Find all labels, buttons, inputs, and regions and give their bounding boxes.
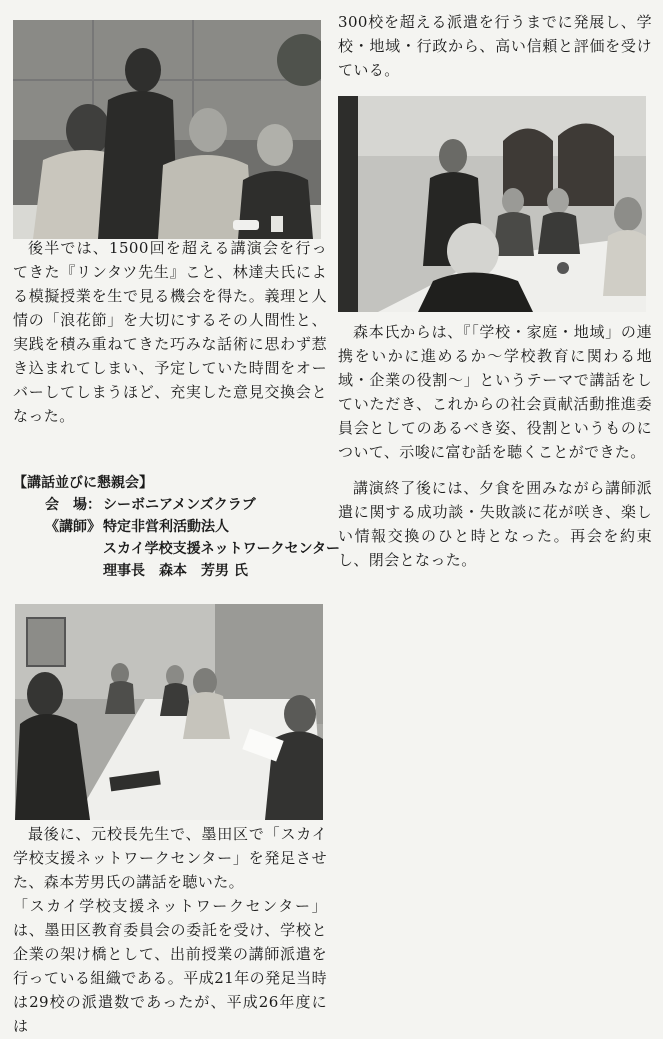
lecturer-center: スカイ学校支援ネットワークセンター <box>103 541 341 557</box>
paragraph-finally: 最後に、元校長先生で、墨田区で「スカイ学校支援ネットワークセンター」を発足させた、森本芳男氏の講話を聴いた。 <box>13 825 327 891</box>
photo-lecture-speaker <box>338 96 646 312</box>
lecturer-label: 《講師》 <box>45 519 101 535</box>
photo-meeting-table <box>15 604 323 820</box>
paragraph-continued: 300校を超える派遣を行うまでに発展し、学校・地域・行政から、高い信頼と評価を受けている。 <box>338 13 652 79</box>
event-info-block <box>13 472 341 582</box>
paragraph-latter-half: 後半では、1500回を超える講演会を行ってきた『リンタツ先生』こと、林達夫氏による模擬授業を生で見る機会を得た。義理と人情の「浪花節」を大切にするその人間性と、実践を積み重ねてきた巧みな話術に思わず惹き込まれてしまい、予定していた時間をオーバーしてしまうほど、充実した意見交換会となった。 <box>13 239 327 425</box>
lecturer-org: 特定非営利活動法人 <box>103 519 229 535</box>
venue-label: 会 場： <box>45 497 101 513</box>
event-heading: 【講話並びに懇親会】 <box>13 475 153 491</box>
paragraph-center-intro: 「スカイ学校支援ネットワークセンター」は、墨田区教育委員会の委託を受け、学校と企業の架け橋として、出前授業の講師派遣を行っている組織である。平成21年の発足当時は29校の派遣数であったが、平成26年度には <box>13 897 327 1035</box>
venue-value: シーボニアメンズクラブ <box>103 497 256 513</box>
photo-lecturers-conversation <box>13 20 321 239</box>
paragraph-after-lecture: 講演終了後には、夕食を囲みながら講師派遣に関する成功談・失敗談に花が咲き、楽しい情報交換のひと時となった。再会を約束し、閉会となった。 <box>338 479 652 569</box>
lecturer-title: 理事長 森本 芳男 氏 <box>103 563 248 579</box>
paragraph-morimoto-lecture: 森本氏からは、『「学校・家庭・地域」の連携をいかに進めるか〜学校教育に関わる地域・企業の役割〜」というテーマで講話をしていただき、これからの社会貢献活動推進委員会としてのあるべき姿、役割というものについて、示唆に富む話を聴くことができた。 <box>338 323 652 461</box>
